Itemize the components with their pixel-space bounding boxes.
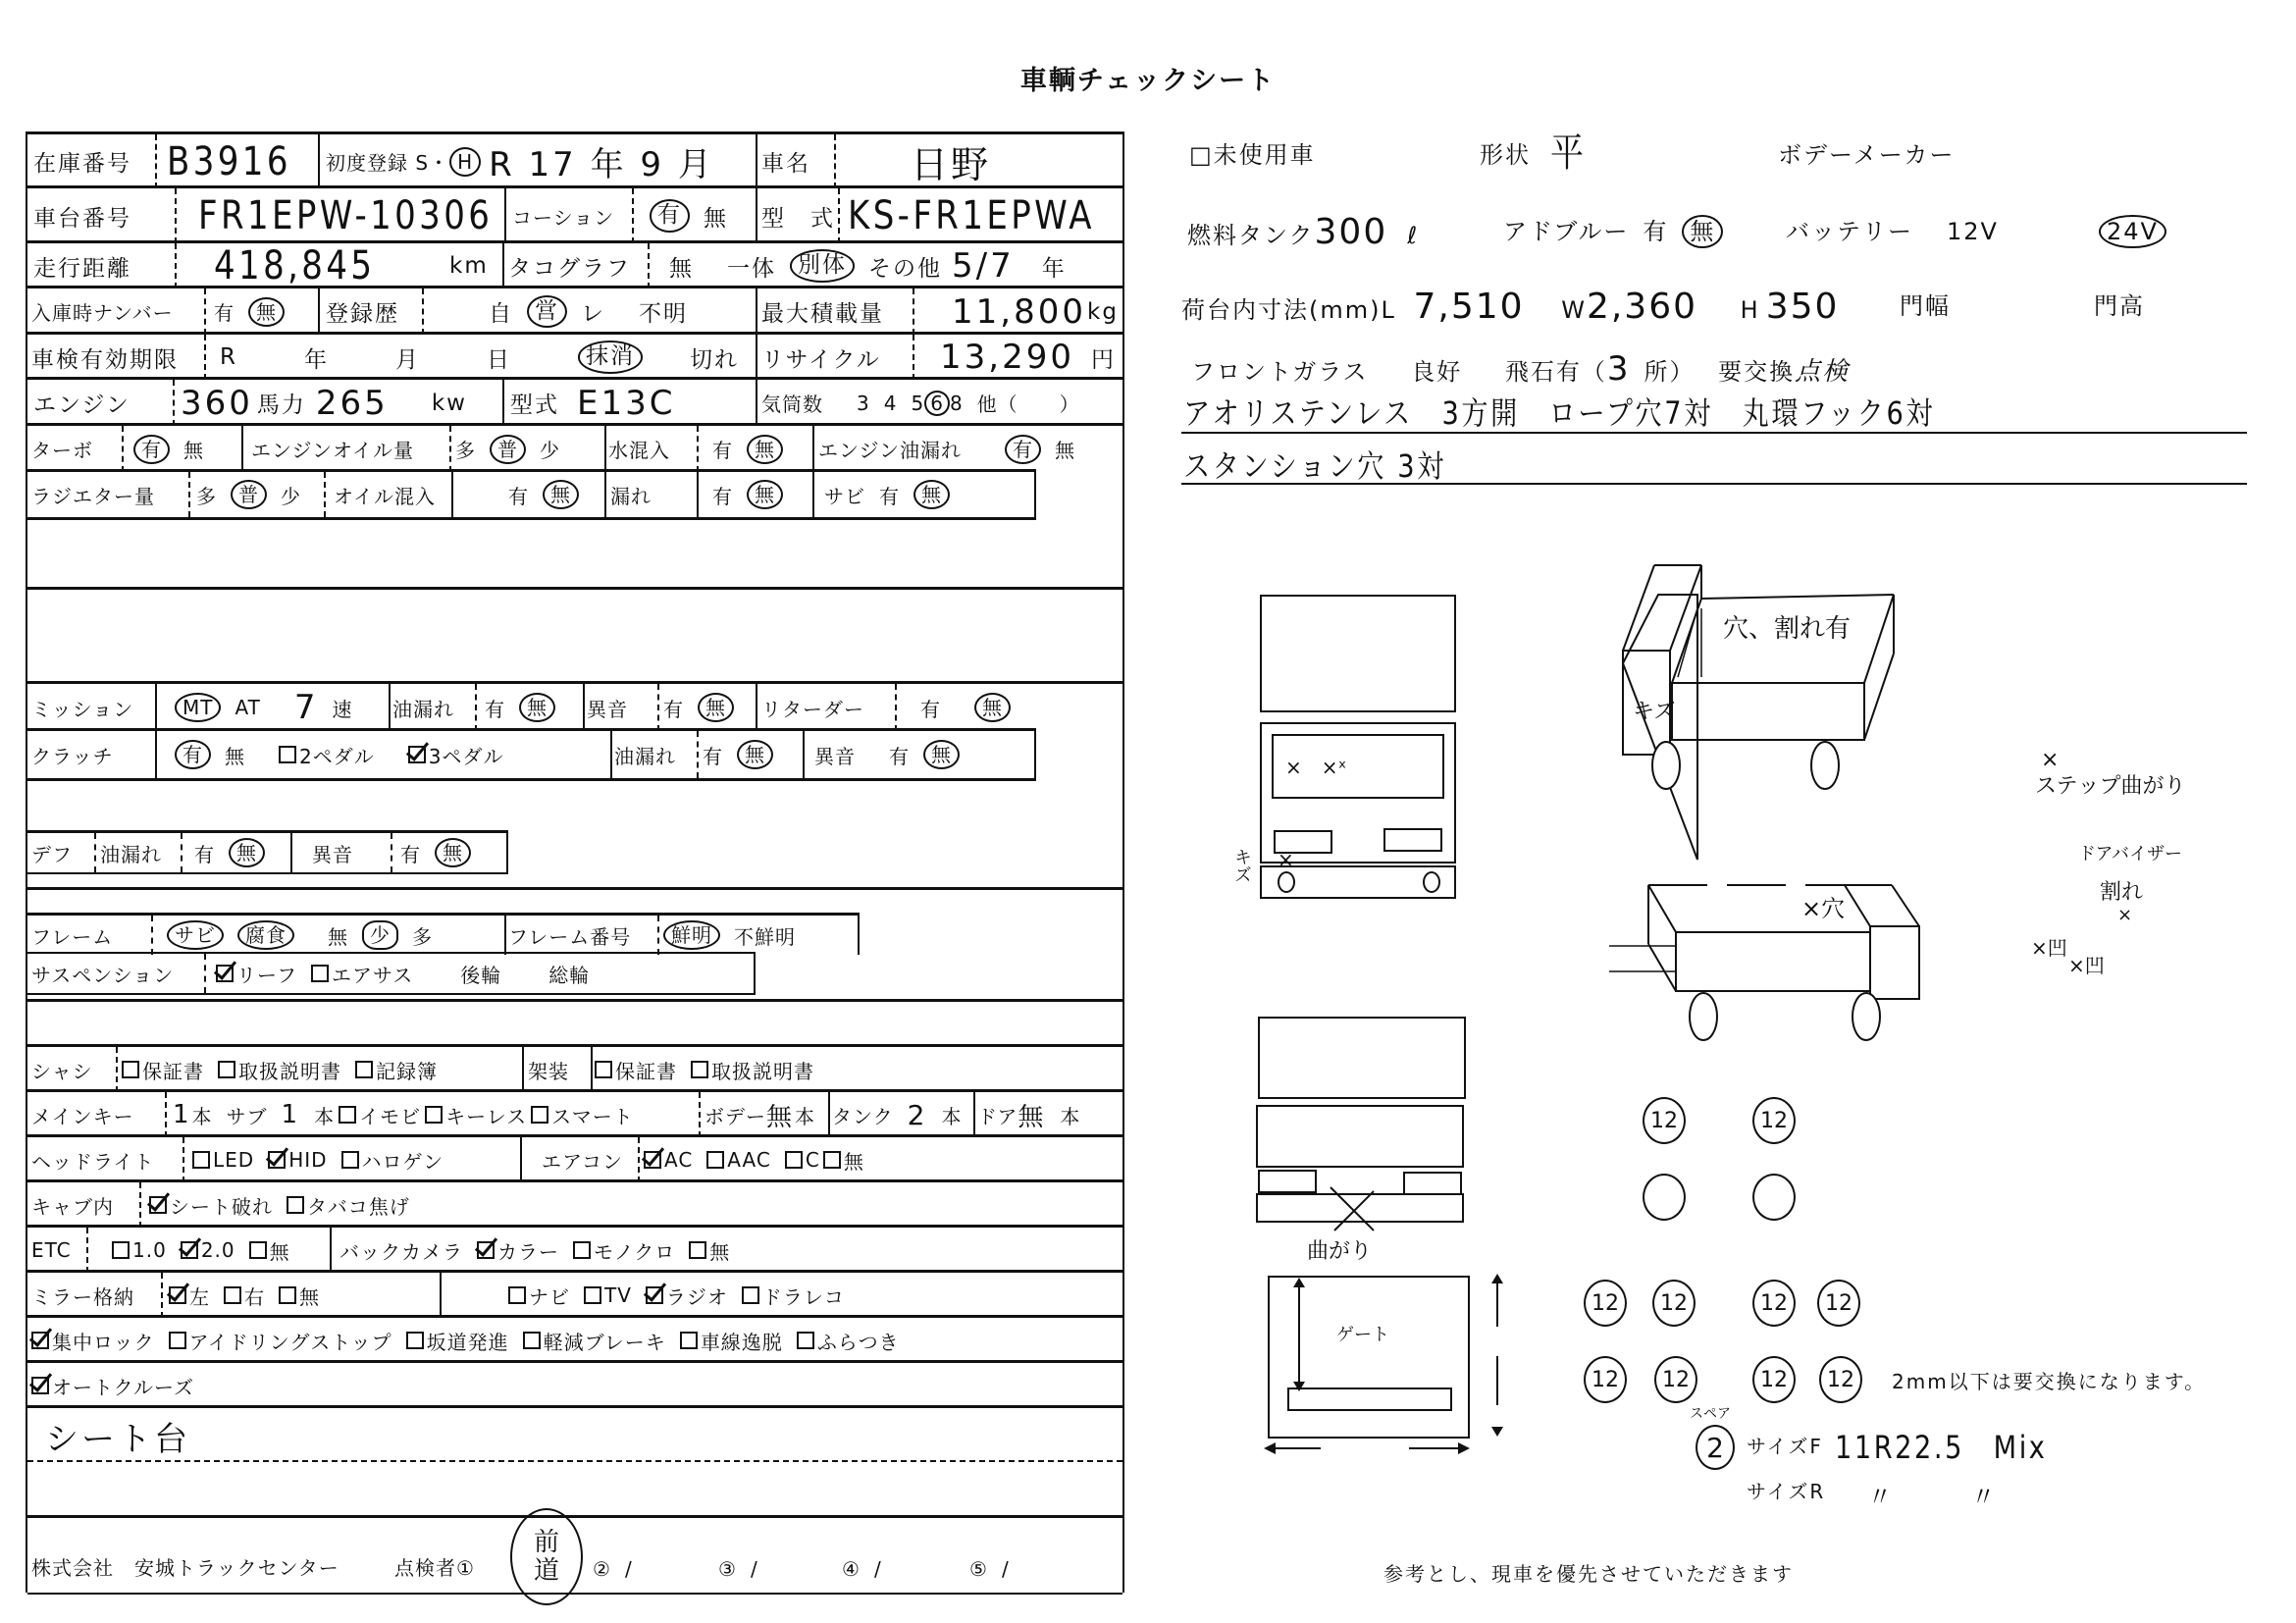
chassis-docs[interactable]: 保証書 取扱説明書 記録簿 — [122, 1047, 438, 1092]
row-cruise — [27, 1360, 1122, 1408]
rear-bumper-x-mark — [1331, 1187, 1389, 1230]
tire-rear1-2[interactable]: 12 — [1652, 1280, 1696, 1327]
water-choice[interactable]: 有 無 — [712, 426, 783, 472]
row-engine — [27, 377, 1122, 426]
row-etc — [27, 1225, 1122, 1273]
d-leak-label: 油漏れ — [100, 842, 162, 866]
water-label: 水混入 — [608, 439, 670, 462]
etc-choice[interactable]: 1.0 2.0 無 — [112, 1228, 290, 1273]
shape-value[interactable]: 平 — [1550, 131, 1587, 176]
row-safety — [27, 1315, 1122, 1363]
front-scratch-note: キズ — [1231, 848, 1252, 883]
size-r-value[interactable]: 〃 〃 — [1868, 1481, 1998, 1513]
tank-key[interactable]: タンク 2 本 — [832, 1098, 963, 1131]
blank-sep-2 — [27, 887, 1122, 890]
diff-label: デフ — [31, 842, 73, 866]
stock-label: 在庫番号 — [33, 151, 131, 177]
adblue[interactable]: アドブルー 有 無 — [1503, 212, 1723, 248]
m-leak-choice[interactable]: 有 無 — [485, 684, 555, 731]
recycle-unit: 円 — [1091, 346, 1116, 373]
rear-view-body — [1256, 1105, 1464, 1168]
footer-company: 株式会社 安城トラックセンター — [31, 1556, 339, 1580]
recycle-label: リサイクル — [761, 346, 881, 373]
spare-label: スペア — [1690, 1406, 1731, 1422]
door-visor-note: 割れ — [2100, 880, 2144, 905]
remark-underline-2 — [1181, 483, 2247, 485]
mainkey-label: メインキー — [31, 1104, 134, 1128]
size-f-label: サイズF — [1747, 1435, 1823, 1458]
inspection-date[interactable]: R 年 月 日 抹消 切れ — [220, 335, 739, 380]
disclaimer: 参考とし、現車を優先させていただきます — [1383, 1562, 1794, 1586]
retarder-label: リターダー — [761, 697, 864, 721]
d-noise-choice[interactable]: 有 無 — [400, 833, 471, 872]
engine-model[interactable]: 型式 E13C — [510, 383, 676, 423]
tire-front-r[interactable]: 12 — [1752, 1097, 1796, 1144]
engine-leak-label: エンジン油漏れ — [818, 439, 962, 462]
bed-dimensions[interactable]: 荷台内寸法(mm)L 7,510 W2,360 H 350 — [1181, 287, 1840, 327]
cruise-choice[interactable]: オートクルーズ — [31, 1363, 194, 1408]
plate-choice[interactable]: 有 無 — [214, 288, 285, 335]
remark-line-2[interactable]: スタンション穴 3対 — [1183, 447, 1446, 485]
windshield[interactable]: フロントガラス 良好 飛石有（3 所） 要交換点検 — [1191, 349, 1851, 389]
m-noise-choice[interactable]: 有 無 — [663, 684, 734, 731]
engine-leak-choice[interactable]: 有 無 — [1005, 426, 1075, 472]
leak-label: 漏れ — [610, 484, 652, 508]
size-r-label: サイズR — [1747, 1480, 1826, 1503]
remark-underline-1 — [1181, 432, 2247, 434]
inspection-label: 車検有効期限 — [31, 346, 179, 373]
oil-mix-label: オイル混入 — [334, 484, 436, 508]
keys[interactable]: 1 本 サブ 1 本 イモビ キーレス スマート — [173, 1100, 634, 1129]
row-headlight — [27, 1134, 1122, 1182]
blank-sep-1 — [27, 587, 1122, 590]
inspector-slot-3[interactable]: ③ / — [718, 1557, 758, 1581]
rust-choice[interactable]: サビ 有 無 — [824, 472, 950, 517]
row-mission — [27, 681, 1122, 731]
maker-label: 車名 — [761, 151, 810, 177]
cab-choice[interactable]: シート破れ タバコ焦げ — [149, 1182, 410, 1228]
tacho-label: タコグラフ — [508, 255, 631, 282]
c-noise-choice[interactable]: 異音 有 無 — [814, 731, 960, 778]
step-damage-mark: × — [2041, 748, 2060, 772]
turbo-choice[interactable]: 有 無 — [133, 426, 204, 472]
front-tire-l — [1278, 871, 1295, 893]
c-leak-choice[interactable]: 有 無 — [703, 731, 773, 778]
rear-bent-note: 曲がり — [1307, 1239, 1373, 1264]
maker-value[interactable]: 日野 — [911, 143, 992, 186]
m-noise-label: 異音 — [587, 697, 628, 721]
tire-rear1-1[interactable]: 12 — [1584, 1280, 1627, 1327]
row-mileage — [27, 240, 1122, 288]
reg-hist-choice[interactable]: 自 営 レ 不明 — [489, 288, 688, 335]
notes-line-1 — [27, 1405, 1122, 1463]
mileage-label: 走行距離 — [33, 255, 131, 282]
backcam-choice[interactable]: バックカメラ カラー モノクロ 無 — [339, 1239, 731, 1264]
tire-rear1-4[interactable]: 12 — [1817, 1280, 1860, 1327]
page-title: 車輌チェックシート — [1019, 66, 1277, 96]
dent-mark-2: ×凹 — [2068, 954, 2105, 977]
inspector-stamp: 前 道 — [510, 1508, 583, 1605]
d-leak-choice[interactable]: 有 無 — [194, 833, 265, 872]
tire-replace-note: 2mm以下は要交換になります。 — [1892, 1370, 2207, 1393]
tire-rear2-3[interactable]: 12 — [1752, 1356, 1796, 1403]
row-frame — [27, 913, 860, 955]
oil-amount-choice[interactable]: 多 普 少 — [455, 426, 560, 472]
coating-choice[interactable]: 有 無 — [650, 188, 728, 243]
notes-line-2 — [27, 1460, 1122, 1517]
era-circled: H — [449, 147, 481, 177]
frame-no-choice[interactable]: 鮮明 不鮮明 — [663, 916, 796, 955]
reg-hist-label: 登録歴 — [326, 301, 399, 327]
radiator-label: ラジエター量 — [31, 484, 155, 508]
aircon-choice[interactable]: AC AAC C 無 — [644, 1137, 864, 1182]
etc-label: ETC — [31, 1238, 72, 1262]
size-f-value[interactable]: 11R22.5 Mix — [1835, 1429, 2048, 1466]
door-key[interactable]: ドア 無 本 — [977, 1102, 1081, 1132]
headlight-label: ヘッドライト — [31, 1149, 155, 1174]
mirror-label: ミラー格納 — [31, 1284, 134, 1309]
coating-label: コーション — [512, 205, 615, 230]
oil-mix-choice[interactable]: 有 無 — [508, 472, 579, 517]
tire-front2-r[interactable] — [1752, 1174, 1796, 1221]
row-inspection — [27, 332, 1122, 380]
headlight-choice[interactable]: LED HID ハロゲン — [192, 1137, 444, 1182]
clutch-label: クラッチ — [31, 744, 114, 768]
check-form — [26, 131, 1124, 1593]
cab-scratch-note: キズ — [1633, 700, 1676, 724]
door-visor-label: ドアバイザー — [2078, 844, 2183, 864]
model-label: 型 式 — [761, 205, 835, 232]
inspector-slot-5[interactable]: ⑤ / — [969, 1557, 1010, 1581]
row-mirror — [27, 1270, 1122, 1318]
step-damage-note: ステップ曲がり — [2035, 774, 2186, 799]
suspension-label: サスペンション — [31, 963, 175, 987]
mileage-unit: km — [449, 253, 489, 279]
body-docs[interactable]: 保証書 取扱説明書 — [595, 1047, 814, 1092]
turbo-label: ターボ — [31, 439, 93, 462]
plate-label: 入庫時ナンバー — [31, 301, 174, 325]
row-radiator — [27, 469, 1036, 520]
engine-label: エンジン — [33, 393, 130, 418]
max-load-unit: kg — [1087, 298, 1119, 325]
d-noise-label: 異音 — [312, 842, 353, 866]
remark-line-1[interactable]: アオリステンレス 3方開 ロープ穴7対 丸環フック6対 — [1183, 394, 1936, 432]
clutch-choice[interactable]: 有 無 2ペダル 3ペダル — [175, 731, 503, 778]
gate-width-label: 門幅 — [1900, 292, 1951, 320]
mileage-value[interactable]: 418,845 — [214, 243, 376, 288]
rear-lamp-r — [1403, 1172, 1462, 1195]
blank-sep-3 — [27, 999, 1122, 1002]
frame-choice[interactable]: サビ 腐食 無 少 多 — [167, 916, 433, 955]
tire-rear2-1[interactable]: 12 — [1584, 1356, 1627, 1403]
battery[interactable]: バッテリー 12V 24V — [1786, 212, 2166, 248]
tire-front-l[interactable]: 12 — [1643, 1097, 1686, 1144]
gate-dimension-arrows — [1256, 1272, 1511, 1468]
chassis-value[interactable]: FR1EPW-10306 — [198, 193, 494, 238]
row-plate — [27, 286, 1122, 335]
gate-height-label: 門高 — [2094, 292, 2145, 320]
aircon-label: エアコン — [542, 1149, 623, 1174]
shape-label: 形状 — [1480, 141, 1531, 169]
chassis-docs-label: シャシ — [31, 1059, 93, 1083]
body-maker-label: ボデーメーカー — [1778, 141, 1956, 169]
chassis-label: 車台番号 — [33, 205, 131, 232]
inspector-label: 点検者① — [394, 1556, 475, 1580]
recycle-value[interactable]: 13,290 — [940, 338, 1074, 377]
inspector-slot-2[interactable]: ② / — [593, 1557, 633, 1581]
cylinders[interactable]: 気筒数 3 4 5 6 8 他（ ） — [761, 391, 1080, 416]
bed-hole-note: ×穴 — [1801, 895, 1846, 922]
gate-label: ゲート — [1336, 1325, 1389, 1345]
c-leak-label: 油漏れ — [614, 744, 676, 768]
mirror-choice[interactable]: 左 右 無 — [169, 1273, 320, 1318]
dent-mark-1: ×凹 — [2031, 936, 2067, 960]
tacho-choice[interactable]: 無 一体 別体 その他 5/7 年 — [669, 246, 1067, 286]
radiator-choice[interactable]: 多 普 少 — [196, 472, 301, 517]
rear-view-top — [1258, 1017, 1466, 1099]
oil-amount-label: エンジンオイル量 — [251, 439, 414, 462]
first-reg[interactable]: 初度登録 S・ H R 17 年 9 月 — [326, 145, 714, 184]
row-suspension — [27, 952, 756, 995]
cab-mark: × — [2117, 905, 2133, 925]
row-diff — [27, 830, 508, 874]
m-leak-label: 油漏れ — [392, 697, 454, 721]
max-load-value[interactable]: 11,800 — [952, 291, 1086, 332]
retarder-choice[interactable]: 有 無 — [920, 684, 1011, 731]
row-footer — [27, 1515, 1122, 1595]
row-cab — [27, 1179, 1122, 1228]
tire-rear2-2[interactable]: 12 — [1654, 1356, 1697, 1403]
model-value[interactable]: KS-FR1EPWA — [848, 193, 1095, 238]
row-keys — [27, 1089, 1122, 1137]
unused-car-check[interactable]: □未使用車 — [1189, 141, 1316, 169]
max-load-label: 最大積載量 — [761, 301, 884, 327]
fuel-tank[interactable]: 燃料タンク300 ℓ — [1187, 212, 1420, 252]
row-clutch — [27, 728, 1036, 781]
engine-power[interactable]: 360 馬力 265 kw — [181, 383, 467, 423]
rear-lamp-l — [1258, 1170, 1317, 1193]
tire-rear1-3[interactable]: 12 — [1752, 1280, 1796, 1327]
inspector-slot-4[interactable]: ④ / — [842, 1557, 882, 1581]
mission-choice[interactable]: MT AT 7 速 — [175, 684, 352, 731]
body-key[interactable]: ボデー 無 本 — [704, 1102, 816, 1132]
stock-value[interactable]: B3916 — [167, 138, 291, 184]
row-stock — [27, 131, 1122, 188]
body-docs-label: 架装 — [528, 1059, 569, 1083]
notes-text-1[interactable]: シート台 — [45, 1419, 190, 1459]
frame-no-label: フレーム番号 — [508, 924, 632, 949]
bed-damage-note: 穴、割れ有 — [1723, 614, 1852, 644]
spare-count[interactable]: 2 — [1696, 1425, 1735, 1470]
safety-choice[interactable]: 集中ロック アイドリングストップ 坂道発進 軽減ブレーキ 車線逸脱 ふらつき — [31, 1318, 900, 1363]
suspension-choice[interactable]: リーフ エアサス 後輪 総輪 — [216, 954, 590, 993]
front-scratch-mark: × — [1278, 848, 1294, 871]
tire-rear2-4[interactable]: 12 — [1819, 1356, 1862, 1403]
tire-front2-l[interactable] — [1643, 1174, 1686, 1221]
cab-label: キャブ内 — [31, 1194, 114, 1219]
leak-choice[interactable]: 有 無 — [712, 472, 783, 517]
row-turbo — [27, 423, 1122, 472]
row-chassis — [27, 185, 1122, 243]
frame-label: フレーム — [31, 924, 114, 949]
row-docs — [27, 1044, 1122, 1092]
windshield-chip-marks: × ×ˣ — [1285, 756, 1347, 779]
equipment-choice[interactable]: ナビ TV ラジオ ドラレコ — [508, 1273, 845, 1318]
mission-label: ミッション — [31, 697, 134, 721]
